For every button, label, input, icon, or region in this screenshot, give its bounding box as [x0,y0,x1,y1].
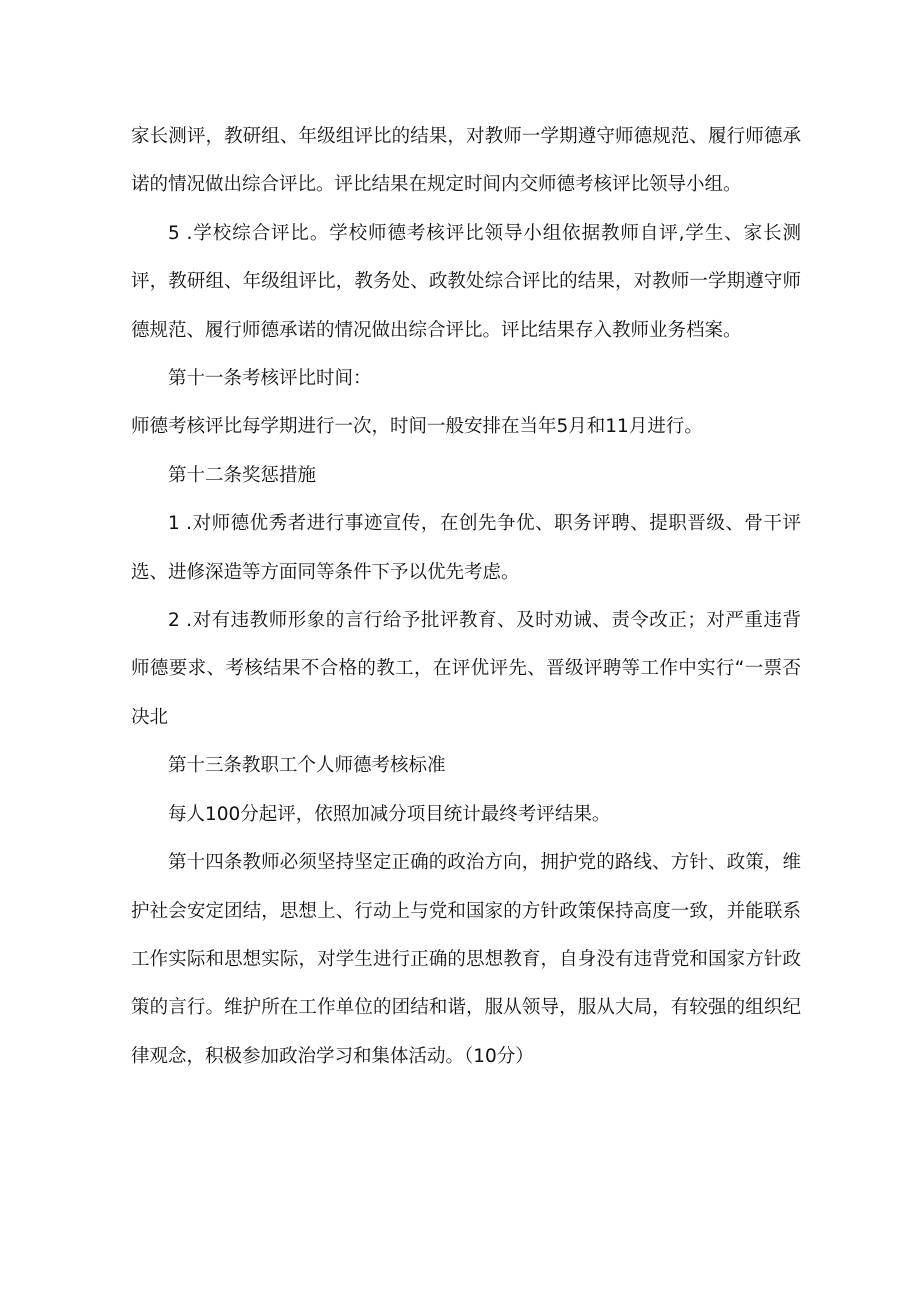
document-body [131,113,801,1081]
paragraph-punishment-item-2: 2 .对有违教师形象的言行给予批评教育、及时劝诫、责令改正；对严重违背师德要求、考核结果不合格的教工，在评优评先、晋级评聘等工作中实行“一票否决北 [131,610,801,728]
paragraph-base-score: 每人100分起评，依照加减分项目统计最终考评结果。 [168,803,611,825]
heading-article-11: 第十一条考核评比时间： [168,368,372,390]
paragraph-reward-item-1: 1 .对师德优秀者进行事迹宣传，在创先争优、职务评聘、提职晋级、骨干评选、进修深造等方面同等条件下予以优先考虑。 [131,513,801,583]
heading-article-13: 第十三条教职工个人师德考核标准 [168,755,446,777]
paragraph-evaluation-time: 师德考核评比每学期进行一次，时间一般安排在当年5月和11月进行。 [131,416,703,438]
paragraph-continuation: 家长测评，教研组、年级组评比的结果，对教师一学期遵守师德规范、履行师德承诺的情况做出综合评比。评比结果在规定时间内交师德考核评比领导小组。 [131,126,801,196]
heading-article-12: 第十二条奖惩措施 [168,464,317,486]
paragraph-school-evaluation: 5 .学校综合评比。学校师德考核评比领导小组依据教师自评,学生、家长测评，教研组、年级组评比，教务处、政教处综合评比的结果，对教师一学期遵守师德规范、履行师德承诺的情况做出综合评比。评比结果存入教师业务档案。 [131,222,801,341]
paragraph-article-14: 第十四条教师必须坚持坚定正确的政治方向，拥护党的路线、方针、政策，维护社会安定团结，思想上、行动上与党和国家的方针政策保持高度一致，并能联系工作实际和思想实际，对学生进行正确的思想教育，自身没有违背党和国家方针政策的言行。维护所在工作单位的团结和谐，服从领导，服从大局，有较强的组织纪律观念，积极参加政治学习和集体活动。（10分） [131,852,801,1067]
